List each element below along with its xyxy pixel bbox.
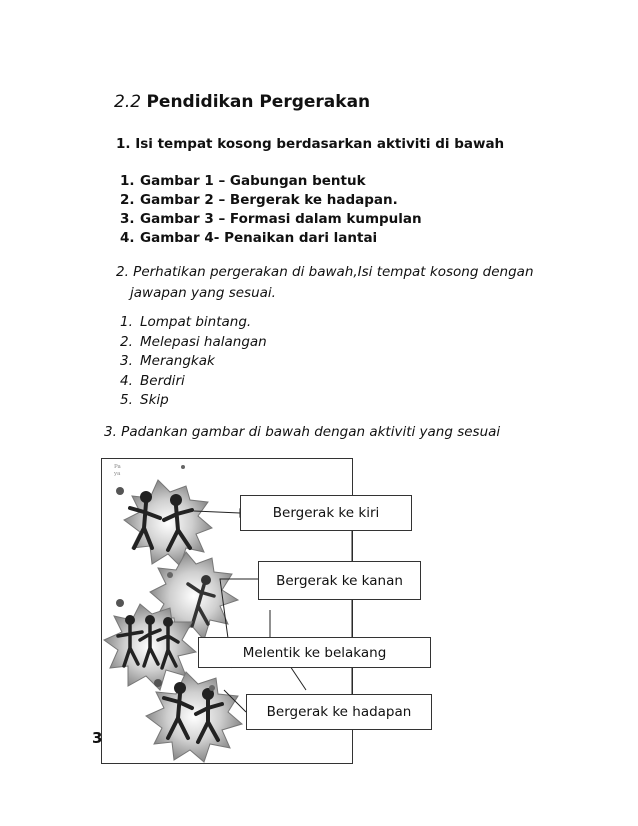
label-box-bergerak-ke-kanan: Bergerak ke kanan: [258, 561, 421, 600]
page-number: 3: [92, 729, 103, 747]
section-title: Pendidikan Pergerakan: [146, 92, 371, 112]
question-3-prompt: 3. Padankan gambar di bawah dengan aktiviti yang sesuai: [104, 424, 501, 440]
question-1-prompt: 1. Isi tempat kosong berdasarkan aktiviti di bawah: [116, 136, 505, 152]
list-item: 3. Merangkak: [120, 353, 215, 369]
question-2-prompt-line2: jawapan yang sesuai.: [130, 285, 276, 301]
list-item: 2. Gambar 2 – Bergerak ke hadapan.: [120, 192, 398, 208]
figure-1-illustration: [116, 465, 212, 566]
label-box-melentik-ke-belakang: Melentik ke belakang: [198, 637, 431, 668]
list-item: 3. Gambar 3 – Formasi dalam kumpulan: [120, 211, 422, 227]
figure-4-illustration: [146, 672, 242, 762]
label-box-bergerak-ke-hadapan: Bergerak ke hadapan: [246, 694, 432, 730]
list-item: 1. Lompat bintang.: [120, 314, 252, 330]
list-item: 2. Melepasi halangan: [120, 333, 267, 350]
list-item: 5. Skip: [120, 392, 169, 408]
label-box-bergerak-ke-kiri: Bergerak ke kiri: [240, 495, 412, 531]
list-item: 4. Berdiri: [120, 372, 185, 389]
list-item: 1. Gambar 1 – Gabungan bentuk: [120, 173, 366, 189]
section-number: 2.2: [114, 92, 142, 112]
list-item: 4. Gambar 4- Penaikan dari lantai: [120, 230, 378, 246]
faint-scan-text: Pa ya: [114, 464, 121, 477]
question-2-prompt-line1: 2. Perhatikan pergerakan di bawah,Isi tempat kosong dengan: [116, 264, 534, 280]
